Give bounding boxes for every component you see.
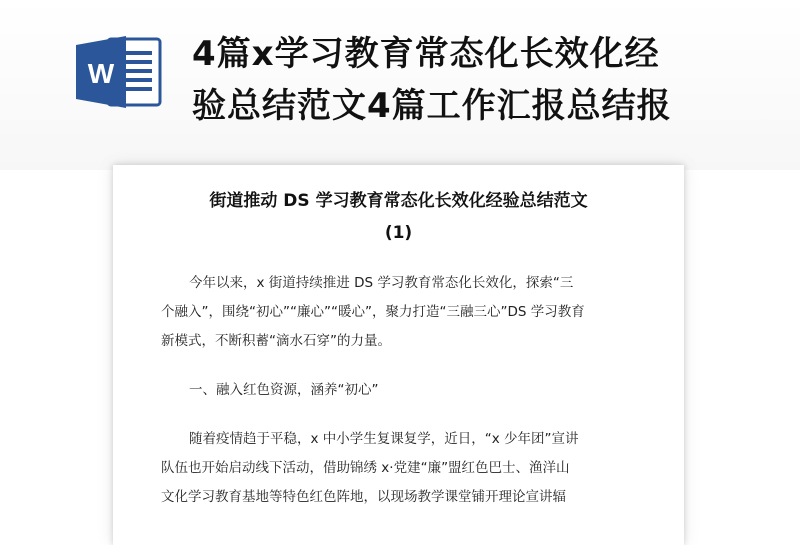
svg-text:W: W — [87, 58, 115, 89]
paragraph-line: 个融入”，围绕“初心”“廉心”“暖心”，聚力打造“三融三心”DS 学习教育 — [161, 304, 585, 320]
document-title-line: (1) — [384, 223, 413, 243]
document-body — [161, 269, 641, 532]
paragraph — [161, 425, 641, 512]
document-title-line: 街道推动 DS 学习教育常态化长效化经验总结范文 — [209, 191, 588, 211]
paragraph — [161, 269, 641, 356]
document-title — [113, 185, 684, 249]
title-line: 4篇x学习教育常态化长效化经 — [192, 34, 660, 74]
paragraph-line: 队伍也开始启动线下活动，借助锦绣 x·党建“廉”盟红色巴士、渔洋山 — [161, 460, 570, 476]
header-banner — [0, 0, 800, 170]
paragraph-line: 文化学习教育基地等特色红色阵地，以现场教学课堂铺开理论宣讲辐 — [161, 489, 566, 505]
word-document-icon — [74, 33, 164, 111]
title-line: 验总结范文4篇工作汇报总结报 — [192, 86, 672, 126]
document-preview — [113, 165, 684, 545]
page-title — [192, 28, 792, 132]
paragraph-line: 一、融入红色资源，涵养“初心” — [189, 382, 379, 398]
paragraph-line: 新模式，不断积蓄“滴水石穿”的力量。 — [161, 333, 391, 349]
section-heading — [161, 376, 641, 405]
paragraph-line: 随着疫情趋于平稳，x 中小学生复课复学，近日，“x 少年团”宣讲 — [189, 431, 579, 447]
paragraph-line: 今年以来，x 街道持续推进 DS 学习教育常态化长效化，探索“三 — [189, 275, 574, 291]
